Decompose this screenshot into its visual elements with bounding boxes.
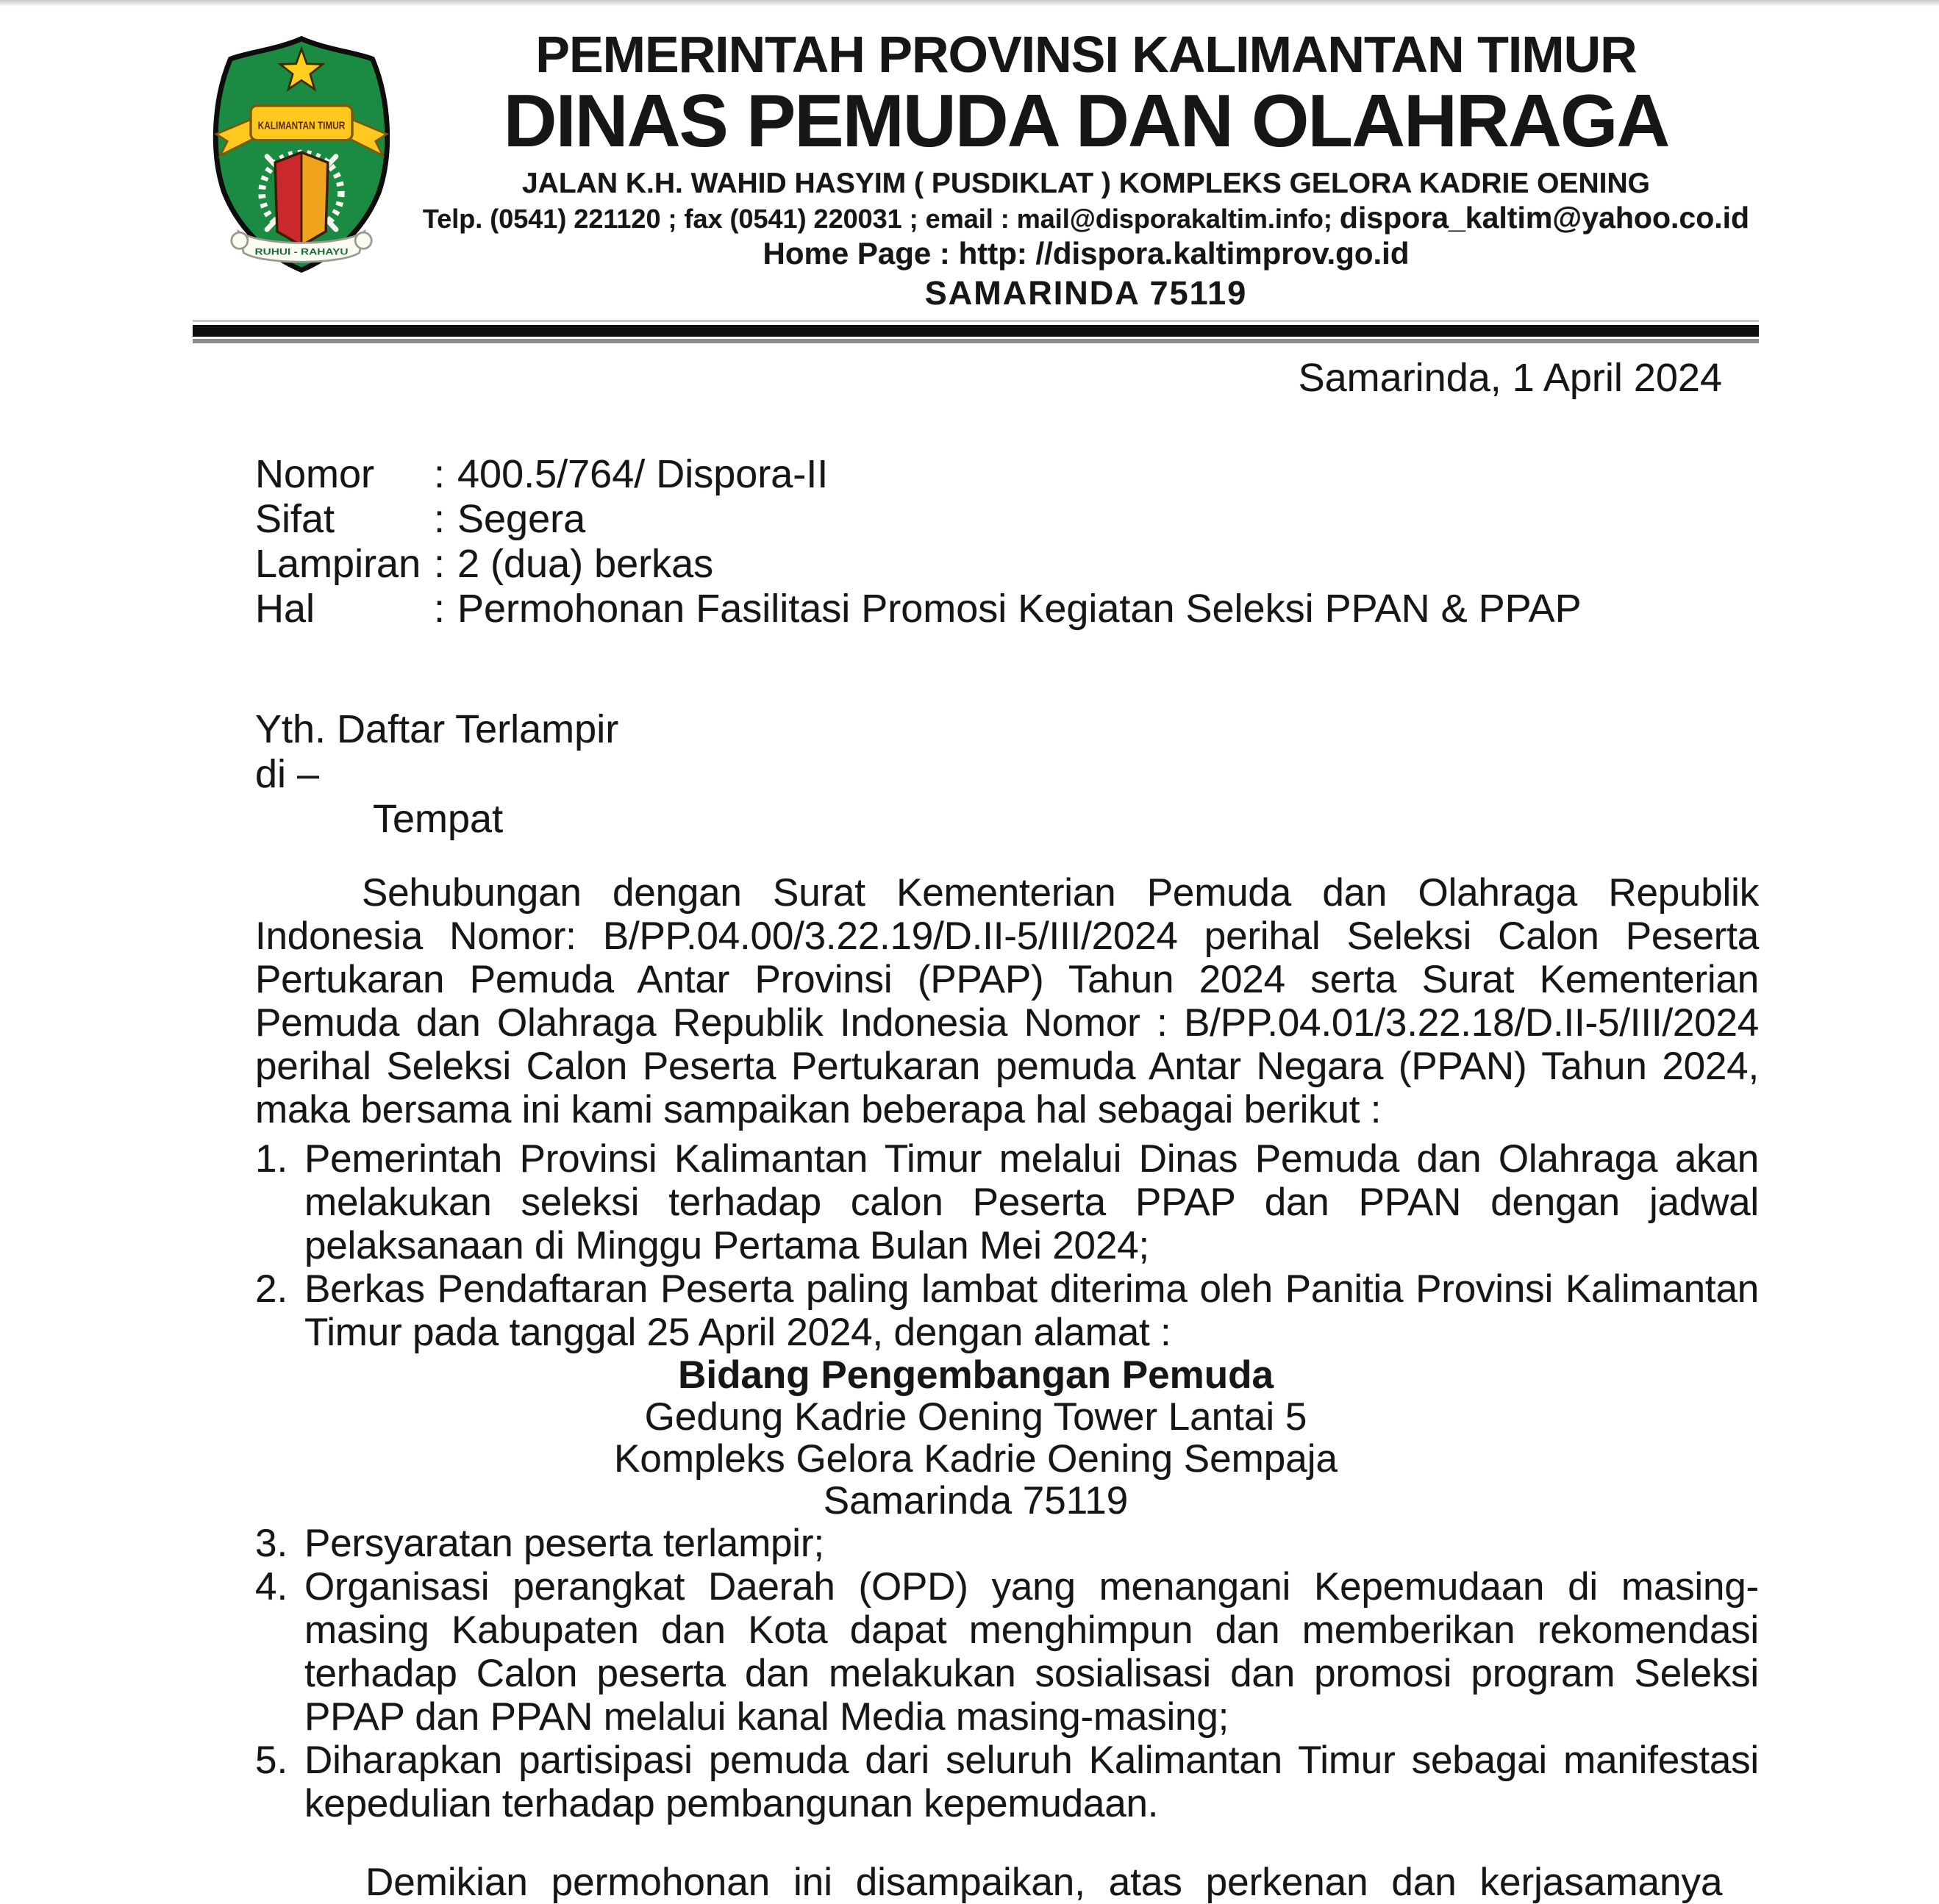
org-address-line: JALAN K.H. WAHID HASYIM ( PUSDIKLAT ) KOMPLEKS GELORA KADRIE OENING [521,167,1651,199]
list-item-2 [255,1267,1759,1354]
item-text: Berkas Pendaftaran Peserta paling lambat diterima oleh Panitia Provinsi Kalimantan Timur pada tanggal 25 April 2024, dengan alamat : [304,1267,1759,1355]
item-text: Diharapkan partisipasi pemuda dari seluruh Kalimantan Timur sebagai manifestasi kepedulian terhadap pembangunan kepemudaan. [304,1739,1759,1826]
org-contact-line [413,202,1759,234]
letterhead-divider [193,320,1759,343]
item-number: 4. [255,1565,288,1609]
meta-label: Sifat [255,497,335,542]
org-government-line: PEMERINTAH PROVINSI KALIMANTAN TIMUR [535,26,1637,83]
list-item-4 [255,1565,1759,1739]
delivery-address-city: Samarinda 75119 [823,1479,1129,1523]
kalimantan-timur-emblem-icon [200,31,403,278]
org-city-line: SAMARINDA 75119 [924,273,1248,312]
list-item-5 [255,1739,1759,1825]
meta-value: Permohonan Fasilitasi Promosi Kegiatan Seleksi PPAN & PPAP [457,587,1582,631]
meta-colon: : [434,542,446,587]
meta-row-sifat [255,497,1759,542]
addressee-line: di – [255,752,320,797]
item-text: Organisasi perangkat Daerah (OPD) yang menangani Kepemudaan di masing-masing Kabupaten dan Kota dapat menghimpun dan memberikan rekomendasi terhadap Calon peserta dan melakukan sosialisasi dan promosi program Seleksi PPAP dan PPAN melalui kanal Media masing-masing; [304,1565,1759,1739]
delivery-address-block [193,1354,1759,1522]
item-number: 1. [255,1137,288,1181]
closing-paragraph-partial: Demikian permohonan ini disampaikan, atas perkenan dan kerjasamanya [365,1861,1723,1904]
homepage-url: http: //dispora.kaltimprov.go.id [958,236,1410,271]
divider-thick-line [193,325,1759,337]
divider-shadow-line [193,339,1759,343]
delivery-address-building: Gedung Kadrie Oening Tower Lantai 5 [644,1395,1307,1439]
meta-label: Lampiran [255,542,421,587]
item-number: 2. [255,1267,288,1311]
delivery-address-complex: Kompleks Gelora Kadrie Oening Sempaja [614,1437,1338,1481]
provincial-emblem-logo [200,16,413,310]
letterhead-text [413,16,1759,310]
logo-banner-text: KALIMANTAN TIMUR [257,119,346,132]
addressee-block [255,707,1759,842]
item-number: 3. [255,1522,288,1566]
meta-row-hal [255,587,1759,631]
meta-row-lampiran [255,542,1759,587]
org-phone-fax-email: Telp. (0541) 221120 ; fax (0541) 220031 ; email : mail@disporakaltim.info; [422,204,1340,235]
logo-scroll-text: RUHUI - RAHAYU [254,247,349,257]
meta-label: Nomor [255,452,375,497]
org-homepage-line [413,237,1759,270]
meta-colon: : [434,497,446,542]
org-email-secondary: dispora_kaltim@yahoo.co.id [1339,201,1750,235]
homepage-label: Home Page : [763,236,959,271]
meta-value: 2 (dua) berkas [457,542,714,587]
numbered-list [255,1137,1759,1825]
scan-edge-artifact [0,0,1939,7]
list-item-1 [255,1137,1759,1267]
meta-value: Segera [457,497,586,542]
item-text: Pemerintah Provinsi Kalimantan Timur melalui Dinas Pemuda dan Olahraga akan melakukan seleksi terhadap calon Peserta PPAP dan PPAN dengan jadwal pelaksanaan di Minggu Pertama Bulan Mei 2024; [304,1137,1759,1268]
addressee-line: Tempat [373,797,504,842]
org-agency-line: DINAS PEMUDA DAN OLAHRAGA [503,79,1669,162]
meta-colon: : [434,587,446,631]
letter-meta [255,452,1759,631]
meta-colon: : [434,452,446,497]
item-text: Persyaratan peserta terlampir; [304,1522,824,1566]
meta-row-nomor [255,452,1759,497]
meta-label: Hal [255,587,315,631]
list-item-3 [255,1522,1759,1565]
date-line: Samarinda, 1 April 2024 [1298,356,1722,401]
meta-value: 400.5/764/ Dispora-II [457,452,829,497]
letterhead [193,16,1759,310]
delivery-address-division: Bidang Pengembangan Pemuda [678,1353,1274,1397]
item-number: 5. [255,1739,288,1783]
addressee-line: Yth. Daftar Terlampir [255,707,619,752]
opening-paragraph: Sehubungan dengan Surat Kementerian Pemuda dan Olahraga Republik Indonesia Nomor: B/PP.04.00/3.22.19/D.II-5/III/2024 perihal Seleksi Calon Peserta Pertukaran Pemuda Antar Provinsi (PPAP) Tahun 2024 serta Surat Kementerian Pemuda dan Olahraga Republik Indonesia Nomor : B/PP.04.01/3.22.18/D.II-5/III/2024 perihal Seleksi Calon Peserta Pertukaran pemuda Antar Negara (PPAN) Tahun 2024, maka bersama ini kami sampaikan beberapa hal sebagai berikut : [255,871,1759,1132]
divider-thin-line [193,320,1759,322]
